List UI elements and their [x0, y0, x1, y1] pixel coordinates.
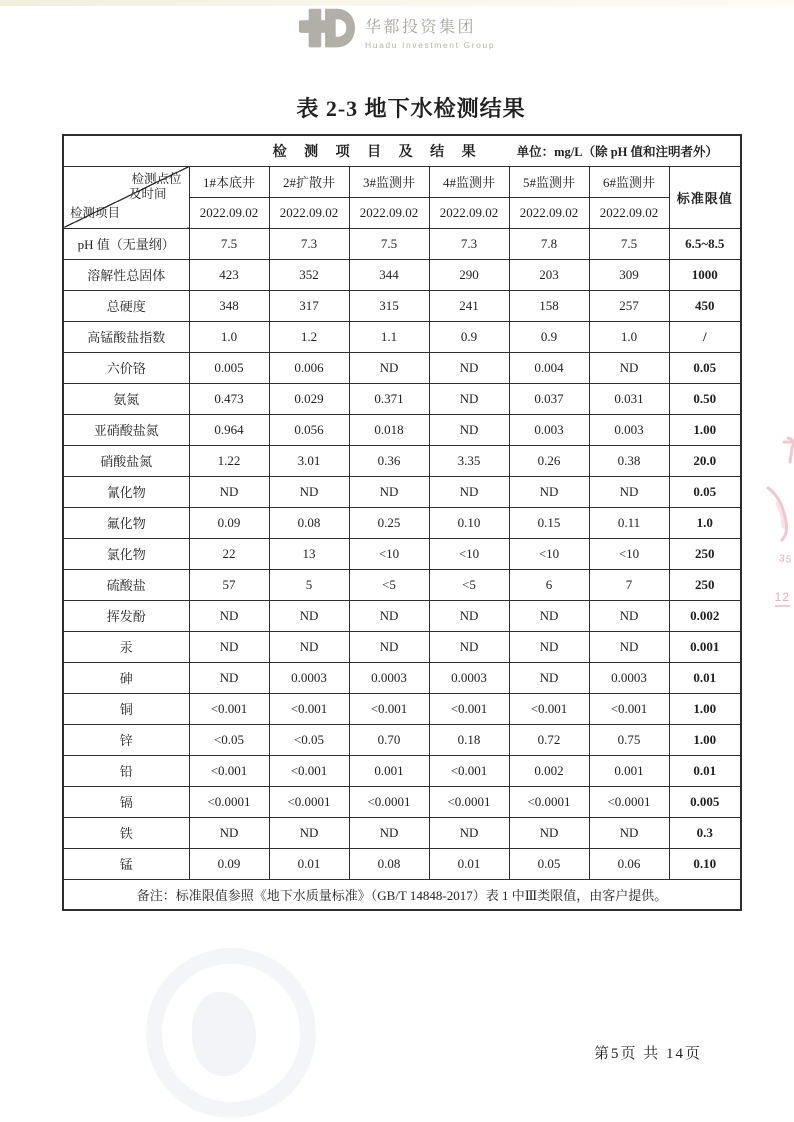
- well-header: 3#监测井: [349, 166, 429, 197]
- param-name: pH 值（无量纲）: [63, 228, 189, 259]
- value-cell: 0.018: [349, 414, 429, 445]
- value-cell: 0.003: [589, 414, 669, 445]
- sample-date: 2022.09.02: [509, 197, 589, 228]
- value-cell: 0.25: [349, 507, 429, 538]
- value-cell: 0.26: [509, 445, 589, 476]
- value-cell: ND: [269, 817, 349, 848]
- page-number: 第5页 共 14页: [593, 1046, 702, 1062]
- param-name: 挥发酚: [63, 600, 189, 631]
- value-cell: 0.001: [589, 755, 669, 786]
- limit-cell: 0.01: [669, 755, 741, 786]
- value-cell: ND: [269, 476, 349, 507]
- value-cell: 0.003: [509, 414, 589, 445]
- limit-cell: 0.10: [669, 848, 741, 879]
- limit-cell: 250: [669, 569, 741, 600]
- value-cell: <10: [509, 538, 589, 569]
- value-cell: 0.056: [269, 414, 349, 445]
- table-row: [63, 507, 741, 538]
- param-name: 氰化物: [63, 476, 189, 507]
- value-cell: 13: [269, 538, 349, 569]
- value-cell: 7.3: [429, 228, 509, 259]
- banner-title: 检 测 项 目 及 结 果: [272, 144, 483, 160]
- sample-date: 2022.09.02: [269, 197, 349, 228]
- value-cell: ND: [589, 352, 669, 383]
- table-row: [63, 259, 741, 290]
- value-cell: 3.01: [269, 445, 349, 476]
- value-cell: <0.001: [349, 693, 429, 724]
- value-cell: 3.35: [429, 445, 509, 476]
- value-cell: ND: [349, 352, 429, 383]
- table-row: [63, 321, 741, 352]
- well-header: 4#监测井: [429, 166, 509, 197]
- value-cell: 0.36: [349, 445, 429, 476]
- value-cell: ND: [589, 600, 669, 631]
- value-cell: <0.001: [429, 755, 509, 786]
- limit-cell: 250: [669, 538, 741, 569]
- value-cell: 0.10: [429, 507, 509, 538]
- value-cell: 22: [189, 538, 269, 569]
- value-cell: <0.001: [189, 755, 269, 786]
- table-row: [63, 290, 741, 321]
- value-cell: 1.0: [189, 321, 269, 352]
- value-cell: 7.5: [589, 228, 669, 259]
- value-cell: 0.001: [349, 755, 429, 786]
- param-name: 亚硝酸盐氮: [63, 414, 189, 445]
- table-row: [63, 693, 741, 724]
- value-cell: <5: [429, 569, 509, 600]
- value-cell: 352: [269, 259, 349, 290]
- red-stamp-fragment: [738, 430, 794, 640]
- value-cell: 423: [189, 259, 269, 290]
- limit-cell: 0.50: [669, 383, 741, 414]
- value-cell: ND: [509, 817, 589, 848]
- faint-seal-watermark: [146, 948, 316, 1118]
- value-cell: 0.005: [189, 352, 269, 383]
- value-cell: ND: [429, 631, 509, 662]
- limit-cell: 6.5~8.5: [669, 228, 741, 259]
- corner-label-top: [129, 172, 182, 202]
- value-cell: <0.001: [189, 693, 269, 724]
- value-cell: 0.11: [589, 507, 669, 538]
- limit-cell: 0.05: [669, 476, 741, 507]
- value-cell: ND: [349, 476, 429, 507]
- value-cell: 0.38: [589, 445, 669, 476]
- value-cell: <0.0001: [509, 786, 589, 817]
- value-cell: 0.0003: [589, 662, 669, 693]
- value-cell: 1.22: [189, 445, 269, 476]
- param-name: 铁: [63, 817, 189, 848]
- page-title: 表 2-3 地下水检测结果: [296, 96, 526, 121]
- value-cell: 0.002: [509, 755, 589, 786]
- value-cell: 257: [589, 290, 669, 321]
- value-cell: ND: [269, 631, 349, 662]
- value-cell: 0.029: [269, 383, 349, 414]
- value-cell: <0.05: [269, 724, 349, 755]
- well-header: 1#本底井: [189, 166, 269, 197]
- value-cell: <0.0001: [269, 786, 349, 817]
- limit-cell: 0.01: [669, 662, 741, 693]
- value-cell: ND: [189, 631, 269, 662]
- value-cell: ND: [349, 600, 429, 631]
- value-cell: <0.001: [509, 693, 589, 724]
- value-cell: 7.8: [509, 228, 589, 259]
- value-cell: ND: [429, 476, 509, 507]
- value-cell: <10: [349, 538, 429, 569]
- value-cell: <0.0001: [589, 786, 669, 817]
- value-cell: 315: [349, 290, 429, 321]
- value-cell: 0.06: [589, 848, 669, 879]
- value-cell: 0.01: [429, 848, 509, 879]
- value-cell: 0.004: [509, 352, 589, 383]
- table-banner-row: [63, 135, 741, 166]
- value-cell: 0.031: [589, 383, 669, 414]
- value-cell: 317: [269, 290, 349, 321]
- value-cell: ND: [509, 631, 589, 662]
- value-cell: ND: [349, 817, 429, 848]
- param-name: 锰: [63, 848, 189, 879]
- param-name: 硝酸盐氮: [63, 445, 189, 476]
- value-cell: ND: [429, 383, 509, 414]
- value-cell: 0.0003: [429, 662, 509, 693]
- param-name: 硫酸盐: [63, 569, 189, 600]
- value-cell: 0.75: [589, 724, 669, 755]
- value-cell: 0.72: [509, 724, 589, 755]
- value-cell: ND: [429, 817, 509, 848]
- limit-cell: 1.0: [669, 507, 741, 538]
- limit-cell: 1000: [669, 259, 741, 290]
- sample-date: 2022.09.02: [589, 197, 669, 228]
- corner-label-bottom: 检测项目: [70, 205, 121, 220]
- hd-logo-icon: [299, 6, 355, 57]
- value-cell: 7.5: [189, 228, 269, 259]
- param-name: 高锰酸盐指数: [63, 321, 189, 352]
- well-header: 2#扩散井: [269, 166, 349, 197]
- value-cell: ND: [429, 352, 509, 383]
- value-cell: 5: [269, 569, 349, 600]
- value-cell: ND: [429, 414, 509, 445]
- param-name: 溶解性总固体: [63, 259, 189, 290]
- value-cell: ND: [349, 631, 429, 662]
- value-cell: <0.0001: [429, 786, 509, 817]
- table-header-row: [63, 166, 741, 197]
- value-cell: 348: [189, 290, 269, 321]
- value-cell: <10: [429, 538, 509, 569]
- table-row: [63, 445, 741, 476]
- value-cell: 158: [509, 290, 589, 321]
- limit-cell: 1.00: [669, 724, 741, 755]
- value-cell: 344: [349, 259, 429, 290]
- value-cell: <0.0001: [349, 786, 429, 817]
- value-cell: 1.1: [349, 321, 429, 352]
- limit-cell: 1.00: [669, 414, 741, 445]
- limit-cell: 20.0: [669, 445, 741, 476]
- table-row: [63, 383, 741, 414]
- company-logo: [299, 6, 495, 57]
- table-row: [63, 569, 741, 600]
- corner-top-line1: 检测点位: [131, 171, 182, 186]
- value-cell: ND: [189, 817, 269, 848]
- value-cell: <5: [349, 569, 429, 600]
- value-cell: 0.473: [189, 383, 269, 414]
- value-cell: 0.01: [269, 848, 349, 879]
- value-cell: 57: [189, 569, 269, 600]
- limit-cell: 0.3: [669, 817, 741, 848]
- table-row: [63, 414, 741, 445]
- value-cell: 0.037: [509, 383, 589, 414]
- value-cell: ND: [269, 600, 349, 631]
- limit-cell: /: [669, 321, 741, 352]
- sample-date: 2022.09.02: [429, 197, 509, 228]
- value-cell: 7.5: [349, 228, 429, 259]
- param-name: 铅: [63, 755, 189, 786]
- param-name: 铜: [63, 693, 189, 724]
- param-name: 总硬度: [63, 290, 189, 321]
- value-cell: 309: [589, 259, 669, 290]
- value-cell: 0.371: [349, 383, 429, 414]
- param-name: 六价铬: [63, 352, 189, 383]
- param-name: 氟化物: [63, 507, 189, 538]
- value-cell: ND: [429, 600, 509, 631]
- value-cell: 7: [589, 569, 669, 600]
- value-cell: 0.05: [509, 848, 589, 879]
- banner-unit: 单位：mg/L（除 pH 值和注明者外）: [516, 144, 719, 159]
- value-cell: 0.09: [189, 848, 269, 879]
- table-note: 备注：标准限值参照《地下水质量标准》（GB/T 14848-2017）表 1 中Ⅲ类限值，由客户提供。: [63, 879, 741, 910]
- value-cell: 241: [429, 290, 509, 321]
- limit-cell: 1.00: [669, 693, 741, 724]
- limit-cell: 0.005: [669, 786, 741, 817]
- well-header: 6#监测井: [589, 166, 669, 197]
- logo-text: [365, 14, 495, 50]
- value-cell: 0.964: [189, 414, 269, 445]
- value-cell: <0.0001: [189, 786, 269, 817]
- sample-date: 2022.09.02: [189, 197, 269, 228]
- value-cell: <0.001: [269, 693, 349, 724]
- value-cell: 1.2: [269, 321, 349, 352]
- sample-date: 2022.09.02: [349, 197, 429, 228]
- table-row: [63, 817, 741, 848]
- value-cell: 0.0003: [269, 662, 349, 693]
- param-name: 锌: [63, 724, 189, 755]
- value-cell: 203: [509, 259, 589, 290]
- table-note-row: [63, 879, 741, 910]
- value-cell: <10: [589, 538, 669, 569]
- limit-cell: 0.001: [669, 631, 741, 662]
- value-cell: 0.15: [509, 507, 589, 538]
- value-cell: ND: [509, 600, 589, 631]
- value-cell: <0.001: [429, 693, 509, 724]
- value-cell: 0.18: [429, 724, 509, 755]
- value-cell: 6: [509, 569, 589, 600]
- side-mark-1: 35: [778, 553, 793, 566]
- value-cell: ND: [189, 600, 269, 631]
- param-name: 氯化物: [63, 538, 189, 569]
- value-cell: <0.001: [589, 693, 669, 724]
- param-name: 砷: [63, 662, 189, 693]
- table-banner-cell: [63, 135, 741, 166]
- company-name-cn: 华都投资集团: [365, 18, 477, 36]
- table-row: [63, 724, 741, 755]
- table-row: [63, 228, 741, 259]
- value-cell: ND: [189, 476, 269, 507]
- value-cell: <0.001: [269, 755, 349, 786]
- param-name: 汞: [63, 631, 189, 662]
- value-cell: ND: [509, 476, 589, 507]
- table-row: [63, 631, 741, 662]
- limit-cell: 0.002: [669, 600, 741, 631]
- value-cell: ND: [509, 662, 589, 693]
- table-row: [63, 755, 741, 786]
- param-name: 镉: [63, 786, 189, 817]
- value-cell: 0.08: [269, 507, 349, 538]
- value-cell: ND: [589, 817, 669, 848]
- diagonal-corner-cell: [63, 166, 189, 228]
- corner-top-line2: 及时间: [128, 186, 167, 201]
- table-row: [63, 538, 741, 569]
- side-mark-2: 12: [775, 590, 790, 607]
- param-name: 氨氮: [63, 383, 189, 414]
- value-cell: ND: [189, 662, 269, 693]
- value-cell: 0.09: [189, 507, 269, 538]
- well-header: 5#监测井: [509, 166, 589, 197]
- table-row: [63, 352, 741, 383]
- value-cell: 1.0: [589, 321, 669, 352]
- value-cell: <0.05: [189, 724, 269, 755]
- table-row: [63, 600, 741, 631]
- value-cell: 290: [429, 259, 509, 290]
- table-row: [63, 662, 741, 693]
- limit-cell: 0.05: [669, 352, 741, 383]
- limit-cell: 450: [669, 290, 741, 321]
- table-row: [63, 476, 741, 507]
- table-row: [63, 848, 741, 879]
- table-row: [63, 786, 741, 817]
- value-cell: 0.9: [429, 321, 509, 352]
- value-cell: 7.3: [269, 228, 349, 259]
- groundwater-results-table: [62, 134, 742, 911]
- value-cell: 0.08: [349, 848, 429, 879]
- limit-header: 标准限值: [669, 166, 741, 228]
- value-cell: ND: [589, 631, 669, 662]
- company-name-en: Huadu Investment Group: [365, 39, 496, 50]
- value-cell: 0.9: [509, 321, 589, 352]
- value-cell: 0.70: [349, 724, 429, 755]
- value-cell: 0.0003: [349, 662, 429, 693]
- value-cell: 0.006: [269, 352, 349, 383]
- value-cell: ND: [589, 476, 669, 507]
